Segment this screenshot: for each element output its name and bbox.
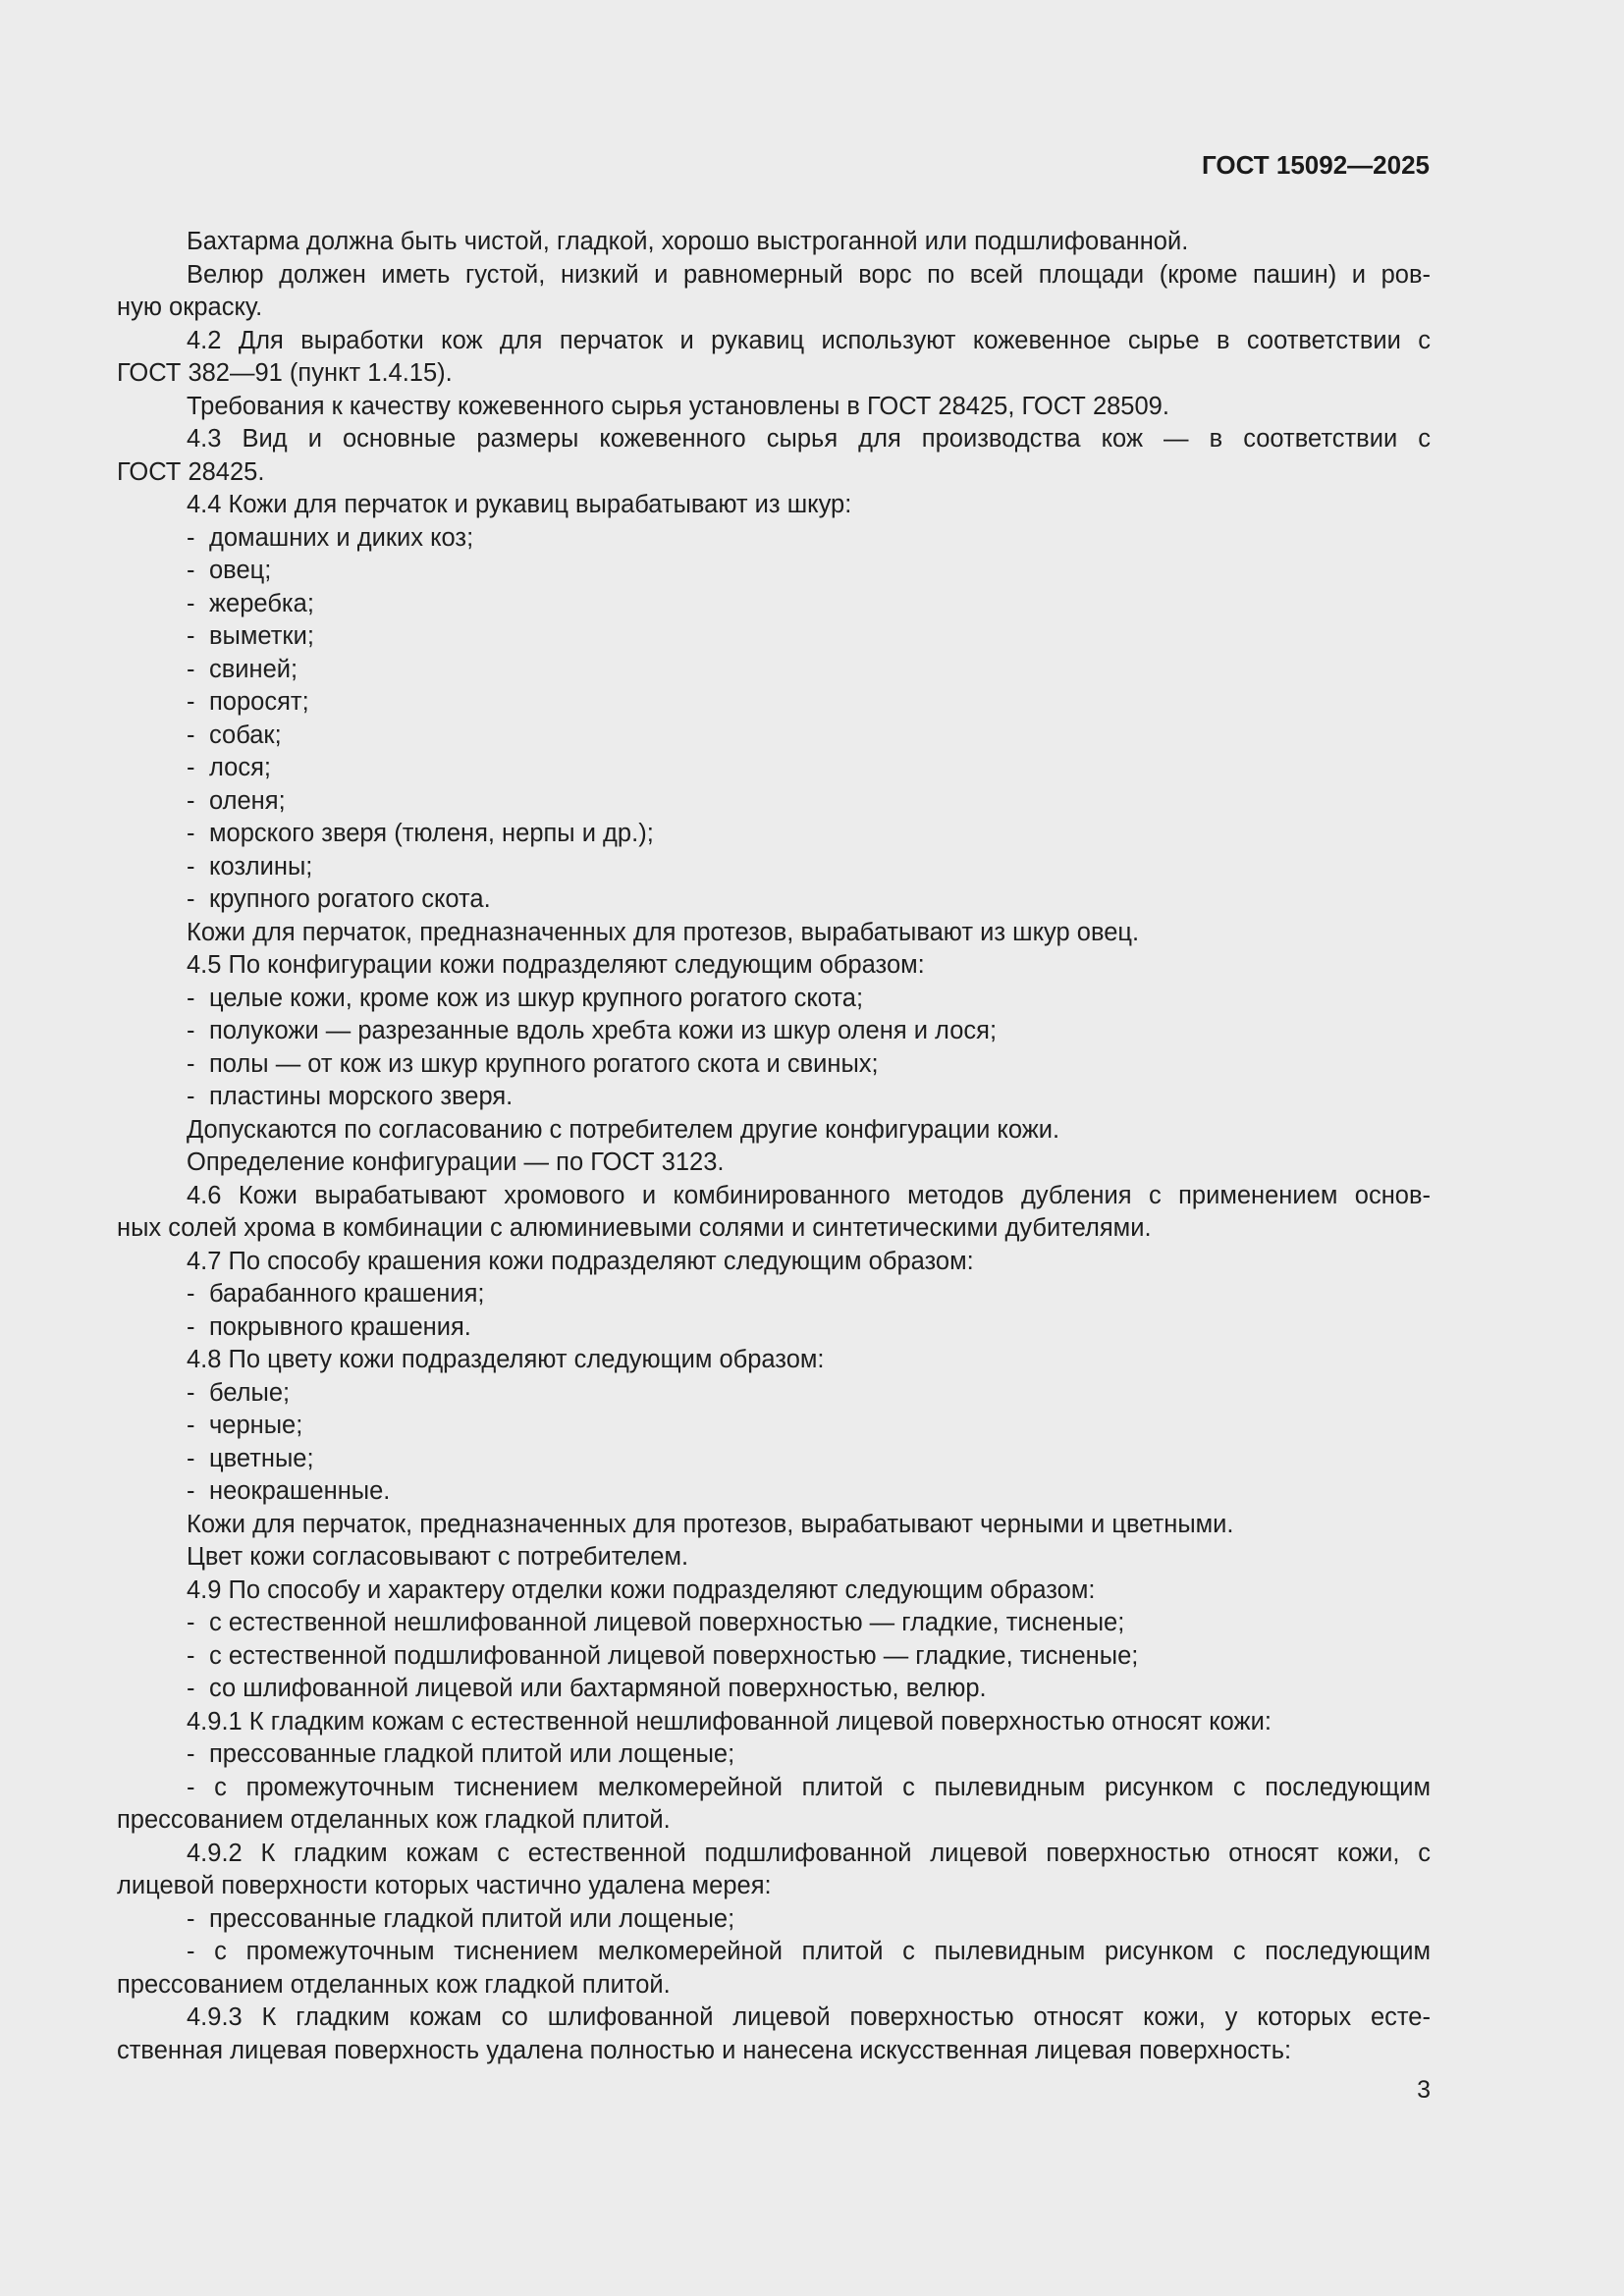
list-dash: - bbox=[187, 1609, 195, 1636]
list-item bbox=[117, 983, 1431, 1016]
text-line: 4.9.1 К гладким кожам с естественной нешлифованной лицевой поверхностью относят кожи: bbox=[187, 1707, 1272, 1735]
list-dash: - bbox=[187, 852, 195, 881]
list-dash: - bbox=[187, 754, 195, 781]
text-line: ных солей хрома в комбинации с алюминиевыми солями и синтетическими дубителями. bbox=[117, 1214, 1152, 1242]
list-dash: - bbox=[187, 523, 195, 552]
list-dash: - bbox=[187, 1904, 195, 1933]
list-item-text: домашних и диких коз; bbox=[209, 523, 474, 552]
list-item bbox=[117, 1311, 1431, 1345]
text-line: 4.9.3 К гладким кожам со шлифованной лицевой поверхностью относят кожи, у которых есте- bbox=[187, 2003, 1431, 2031]
list-item-text: лося; bbox=[209, 754, 271, 781]
list-dash: - bbox=[187, 1412, 195, 1439]
list-item bbox=[117, 1015, 1431, 1048]
list-dash: - bbox=[187, 1641, 195, 1670]
document-body bbox=[117, 226, 1431, 2067]
text-line: 4.9.2 К гладким кожам с естественной подшлифованной лицевой поверхностью относят кожи, с bbox=[187, 1839, 1431, 1867]
text-line: Требования к качеству кожевенного сырья установлены в ГОСТ 28425, ГОСТ 28509. bbox=[187, 392, 1169, 420]
list-item bbox=[117, 1081, 1431, 1114]
list-dash: - bbox=[187, 1477, 195, 1505]
text-line: 4.8 По цвету кожи подразделяют следующим образом: bbox=[187, 1346, 825, 1373]
list-dash: - bbox=[187, 1049, 195, 1078]
list-item bbox=[117, 620, 1431, 654]
list-dash: - bbox=[187, 1017, 195, 1044]
list-item bbox=[117, 785, 1431, 819]
list-item bbox=[117, 686, 1431, 720]
list-item-text: крупного рогатого скота. bbox=[209, 885, 491, 913]
list-item bbox=[117, 1048, 1431, 1082]
list-item-text: овец; bbox=[209, 557, 272, 584]
list-dash: - bbox=[187, 1083, 195, 1110]
list-item bbox=[117, 883, 1431, 917]
list-item-text: целые кожи, кроме кож из шкур крупного рогатого скота; bbox=[209, 984, 864, 1012]
list-item bbox=[117, 1640, 1431, 1674]
list-dash: - bbox=[187, 688, 195, 716]
list-item bbox=[117, 555, 1431, 588]
list-item-text: прессованные гладкой плитой или лощеные; bbox=[209, 1904, 735, 1933]
list-item bbox=[117, 1607, 1431, 1640]
list-dash: - bbox=[187, 820, 195, 847]
list-dash: - bbox=[187, 984, 195, 1012]
list-item bbox=[117, 588, 1431, 621]
text-line: 4.3 Вид и основные размеры кожевенного сырья для производства кож — в соответствии с bbox=[187, 425, 1431, 453]
list-item bbox=[117, 1738, 1431, 1772]
list-item-text: поросят; bbox=[209, 688, 309, 716]
list-item bbox=[117, 1673, 1431, 1706]
text-line: Определение конфигурации — по ГОСТ 3123. bbox=[187, 1148, 725, 1176]
text-line: 4.5 По конфигурации кожи подразделяют следующим образом: bbox=[187, 951, 925, 979]
list-item-text: с естественной подшлифованной лицевой поверхностью — гладкие, тисненые; bbox=[209, 1641, 1139, 1670]
list-dash: - bbox=[187, 655, 195, 683]
text-line: Кожи для перчаток, предназначенных для протезов, вырабатывают из шкур овец. bbox=[187, 918, 1140, 946]
list-item bbox=[117, 851, 1431, 884]
list-item-text: полы — от кож из шкур крупного рогатого скота и свиных; bbox=[209, 1049, 879, 1078]
list-dash: - bbox=[187, 1280, 195, 1308]
list-item bbox=[117, 522, 1431, 556]
list-item bbox=[117, 1443, 1431, 1476]
list-item bbox=[117, 654, 1431, 687]
text-line: 4.4 Кожи для перчаток и рукавиц вырабатывают из шкур: bbox=[187, 491, 852, 518]
list-item bbox=[117, 1410, 1431, 1443]
text-line: ГОСТ 28425. bbox=[117, 457, 265, 486]
list-item-text: полукожи — разрезанные вдоль хребта кожи из шкур оленя и лося; bbox=[209, 1017, 998, 1044]
text-line: - с промежуточным тиснением мелкомерейной плитой с пылевидным рисунком с последующим bbox=[187, 1938, 1431, 1965]
list-dash: - bbox=[187, 1444, 195, 1472]
list-item bbox=[117, 1278, 1431, 1311]
list-item-text: цветные; bbox=[209, 1444, 314, 1472]
page-number: 3 bbox=[1417, 2076, 1431, 2104]
list-dash: - bbox=[187, 622, 195, 650]
list-item bbox=[117, 818, 1431, 851]
list-item-text: собак; bbox=[209, 721, 282, 749]
list-item-text: неокрашенные. bbox=[209, 1477, 391, 1505]
text-line: 4.9 По способу и характеру отделки кожи подразделяют следующим образом: bbox=[187, 1575, 1096, 1604]
list-dash: - bbox=[187, 1312, 195, 1341]
list-item-text: выметки; bbox=[209, 622, 314, 650]
list-item bbox=[117, 1377, 1431, 1411]
list-item bbox=[117, 1903, 1431, 1937]
text-line: Велюр должен иметь густой, низкий и равномерный ворс по всей площади (кроме пашин) и ров- bbox=[187, 260, 1431, 289]
list-item-text: козлины; bbox=[209, 852, 313, 881]
list-item bbox=[117, 720, 1431, 753]
list-item bbox=[117, 752, 1431, 785]
list-dash: - bbox=[187, 885, 195, 913]
list-item-text: пластины морского зверя. bbox=[209, 1083, 514, 1110]
list-item-text: жеребка; bbox=[209, 589, 314, 617]
text-line: Цвет кожи согласовывают с потребителем. bbox=[187, 1543, 689, 1571]
text-line: прессованием отделанных кож гладкой плитой. bbox=[117, 1970, 671, 1999]
list-item-text: покрывного крашения. bbox=[209, 1312, 471, 1341]
list-item-text: оленя; bbox=[209, 786, 286, 815]
document-header: ГОСТ 15092—2025 bbox=[1202, 150, 1430, 180]
text-line: 4.2 Для выработки кож для перчаток и рукавиц используют кожевенное сырье в соответствии с bbox=[187, 326, 1431, 354]
list-item-text: барабанного крашения; bbox=[209, 1280, 485, 1308]
text-line: ную окраску. bbox=[117, 294, 263, 321]
list-item-text: белые; bbox=[209, 1378, 291, 1407]
text-line: 4.6 Кожи вырабатывают хромового и комбинированного методов дубления с применением основ- bbox=[187, 1181, 1431, 1209]
list-item bbox=[117, 1475, 1431, 1509]
text-line: лицевой поверхности которых частично удалена мерея: bbox=[117, 1872, 772, 1899]
list-item-text: свиней; bbox=[209, 655, 298, 683]
list-dash: - bbox=[187, 589, 195, 617]
text-line: 4.7 По способу крашения кожи подразделяют следующим образом: bbox=[187, 1247, 974, 1275]
text-line: Кожи для перчаток, предназначенных для протезов, вырабатывают черными и цветными. bbox=[187, 1510, 1234, 1538]
list-dash: - bbox=[187, 1740, 195, 1768]
list-dash: - bbox=[187, 1675, 195, 1702]
text-line: прессованием отделанных кож гладкой плитой. bbox=[117, 1806, 671, 1834]
text-line: ГОСТ 382—91 (пункт 1.4.15). bbox=[117, 359, 453, 387]
list-dash: - bbox=[187, 721, 195, 749]
list-item-text: прессованные гладкой плитой или лощеные; bbox=[209, 1740, 735, 1768]
list-item-text: с естественной нешлифованной лицевой поверхностью — гладкие, тисненые; bbox=[209, 1609, 1125, 1636]
text-line: ственная лицевая поверхность удалена полностью и нанесена искусственная лицевая поверхность: bbox=[117, 2036, 1292, 2064]
text-line: Бахтарма должна быть чистой, гладкой, хорошо выстроганной или подшлифованной. bbox=[187, 228, 1189, 255]
text-line: Допускаются по согласованию с потребителем другие конфигурации кожи. bbox=[187, 1115, 1060, 1144]
list-item-text: черные; bbox=[209, 1412, 303, 1439]
text-line: - с промежуточным тиснением мелкомерейной плитой с пылевидным рисунком с последующим bbox=[187, 1773, 1431, 1801]
list-dash: - bbox=[187, 557, 195, 584]
list-dash: - bbox=[187, 1378, 195, 1407]
list-dash: - bbox=[187, 786, 195, 815]
list-item-text: со шлифованной лицевой или бахтармяной поверхностью, велюр. bbox=[209, 1675, 987, 1702]
list-item-text: морского зверя (тюленя, нерпы и др.); bbox=[209, 820, 654, 847]
